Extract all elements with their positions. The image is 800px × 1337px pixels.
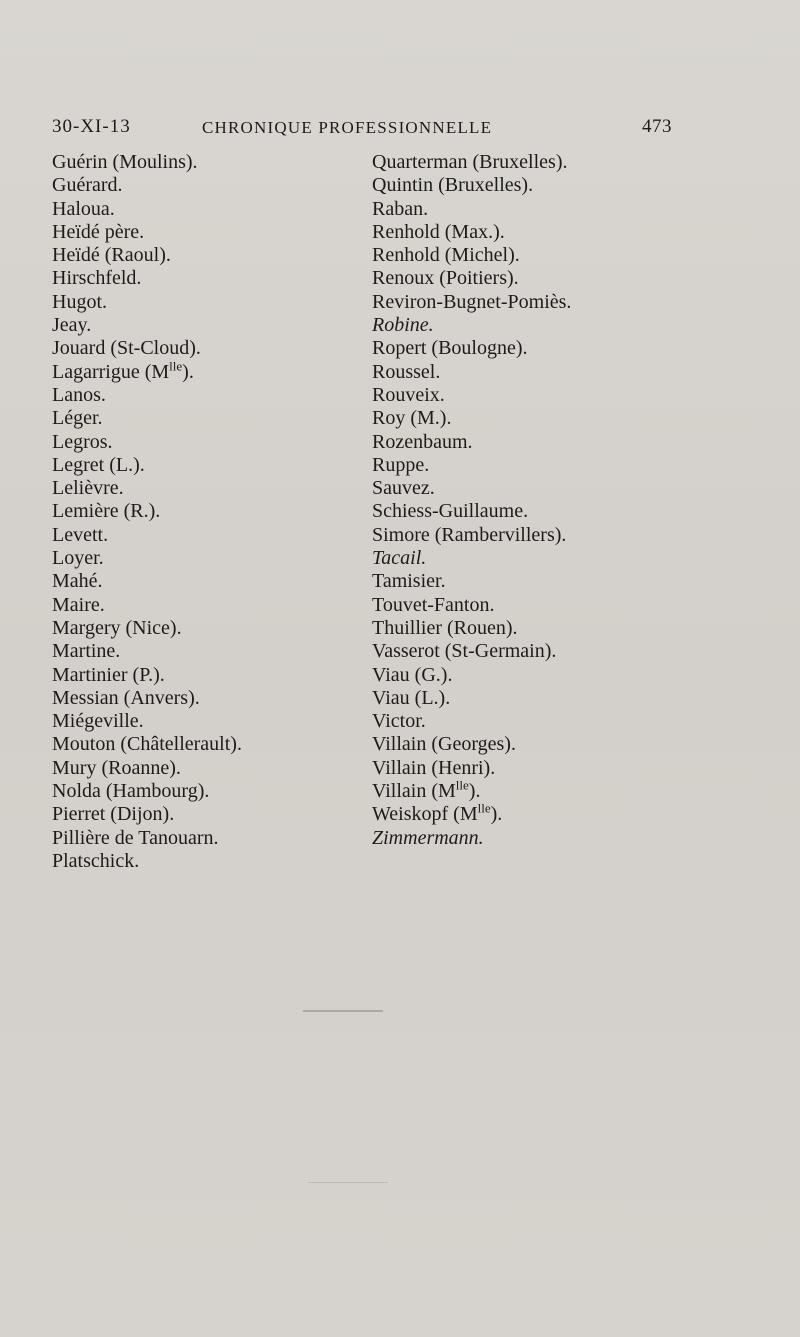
name-entry: Sauvez.: [372, 477, 435, 500]
name-list-left: [52, 151, 352, 873]
name-entry: Pillière de Tanouarn.: [52, 826, 219, 849]
name-entry: Simore (Rambervillers).: [372, 523, 567, 546]
name-entry: Lemière (R.).: [52, 500, 161, 523]
name-entry: Viau (G.).: [372, 663, 453, 686]
name-entry: Miégeville.: [52, 710, 144, 733]
name-entry: Jeay.: [52, 314, 92, 337]
name-entry: Renoux (Poitiers).: [372, 267, 519, 290]
name-entry: Villain $(M^{lle})$.: [372, 777, 481, 803]
name-entry: Robine.: [372, 314, 434, 337]
name-entry: Quintin (Bruxelles).: [372, 174, 534, 197]
name-entry: Maire.: [52, 593, 105, 616]
name-entry: Levett.: [52, 523, 109, 546]
name-entry: Ruppe.: [372, 453, 430, 476]
name-entry: Victor.: [372, 710, 426, 733]
name-entry: Hugot.: [52, 290, 107, 313]
name-entry: Zimmermann.: [372, 826, 484, 849]
name-entry: Jouard (St-Cloud).: [52, 337, 201, 360]
name-entry: Rozenbaum.: [372, 430, 473, 453]
name-entry: Quarterman (Bruxelles).: [372, 151, 568, 173]
name-entry: Mouton (Châtellerault).: [52, 733, 242, 756]
name-entry: Thuillier (Rouen).: [372, 616, 518, 639]
name-entry: Tacail.: [372, 547, 427, 570]
name-entry: Viau (L.).: [372, 686, 451, 709]
running-header: [52, 116, 672, 144]
show-through-rule: [303, 1010, 383, 1012]
name-entry: Roy (M.).: [372, 407, 452, 430]
name-entry: Haloua.: [52, 197, 115, 220]
name-entry: Heïdé (Raoul).: [52, 244, 171, 267]
name-entry: Legros.: [52, 430, 113, 453]
name-entry: Legret (L.).: [52, 453, 145, 476]
show-through-rule-lower: [308, 1182, 388, 1183]
name-entry: Reviron-Bugnet-Pomiès.: [372, 290, 572, 313]
name-entry: Martine.: [52, 640, 121, 663]
name-entry: Renhold (Max.).: [372, 220, 505, 243]
name-entry: Mahé.: [52, 570, 103, 593]
name-entry: Lagarrigue $(M^{lle})$.: [52, 358, 194, 383]
name-list-right: [372, 151, 672, 850]
name-entry: Margery (Nice).: [52, 616, 182, 639]
name-entry: Guérin (Moulins).: [52, 151, 198, 173]
name-entry: Raban.: [372, 197, 429, 220]
name-entry: Ropert (Boulogne).: [372, 337, 528, 360]
name-entry: Tamisier.: [372, 570, 446, 593]
name-entry: Platschick.: [52, 849, 140, 872]
name-entry: Martinier (P.).: [52, 663, 165, 686]
name-entry: Weiskopf $(M^{lle})$.: [372, 800, 503, 826]
name-entry: Messian (Anvers).: [52, 686, 200, 709]
name-entry: Heïdé père.: [52, 220, 145, 243]
page-number: 473: [642, 116, 672, 137]
name-entry: Roussel.: [372, 360, 441, 383]
name-entry: Villain (Henri).: [372, 756, 496, 779]
name-entry: Pierret (Dijon).: [52, 803, 175, 826]
name-entry: Hirschfeld.: [52, 267, 142, 290]
name-entry: Renhold (Michel).: [372, 244, 520, 267]
name-entry: Schiess-Guillaume.: [372, 500, 529, 523]
name-entry: Rouveix.: [372, 383, 445, 406]
name-entry: Villain (Georges).: [372, 733, 516, 756]
name-entry: Mury (Roanne).: [52, 756, 181, 779]
name-entry: Nolda (Hambourg).: [52, 780, 210, 803]
header-date: 30-XI-13: [52, 116, 131, 137]
name-entry: Touvet-Fanton.: [372, 593, 495, 616]
name-entry: Loyer.: [52, 547, 104, 570]
name-entry: Vasserot (St-Germain).: [372, 640, 557, 663]
name-entry: Guérard.: [52, 174, 123, 197]
name-entry: Lanos.: [52, 383, 106, 406]
name-entry: Lelièvre.: [52, 477, 124, 500]
name-entry: Léger.: [52, 407, 103, 430]
header-title: CHRONIQUE PROFESSIONNELLE: [202, 118, 493, 137]
